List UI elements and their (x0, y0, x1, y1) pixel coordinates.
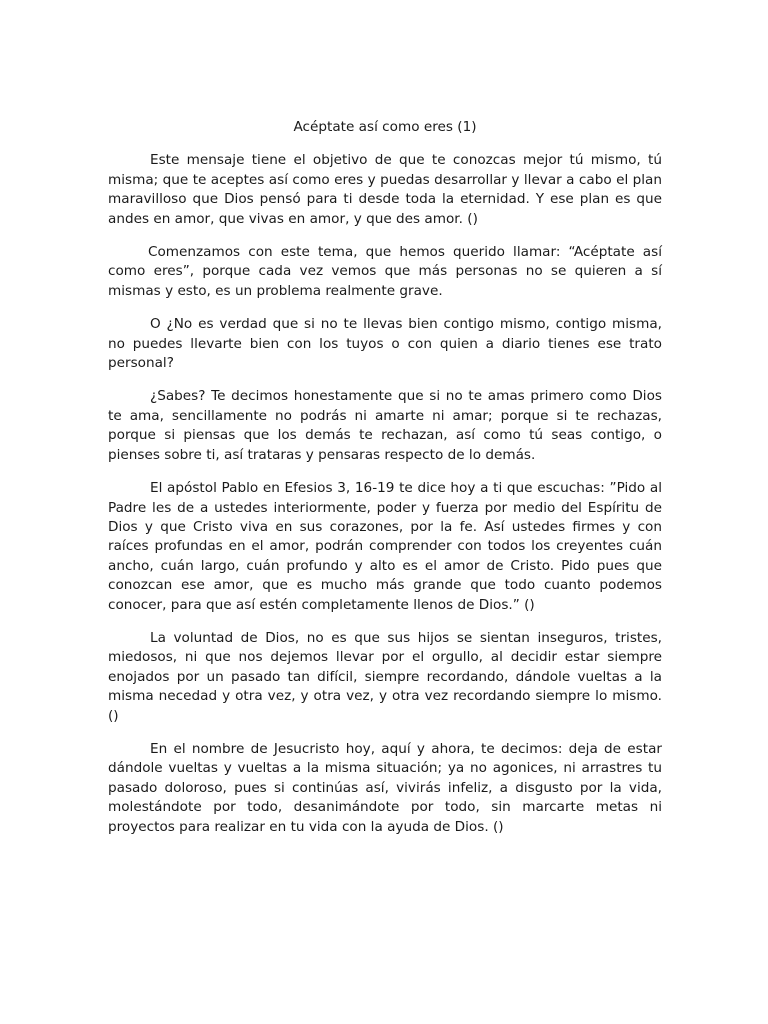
paragraph-4: ¿Sabes? Te decimos honestamente que si no te amas primero como Dios te ama, sencillamente no podrás ni amarte ni amar; porque si te rechazas, porque si piensas que los demás te rechazan, así como tú seas contigo, o pienses sobre ti, así trataras y pensaras respecto de lo demás. (108, 388, 662, 463)
paragraph-3: O ¿No es verdad que si no te llevas bien contigo mismo, contigo misma, no puedes llevarte bien con los tuyos o con quien a diario tienes ese trato personal? (108, 316, 662, 372)
document-title: Acéptate así como eres (1) (293, 119, 477, 135)
paragraph-6: La voluntad de Dios, no es que sus hijos se sientan inseguros, tristes, miedosos, ni que nos dejemos llevar por el orgullo, al decidir estar siempre enojados por un pasado tan difícil, siempre recordando, dándole vueltas a la misma necedad y otra vez, y otra vez, y otra vez recordando siempre lo mismo. () (108, 629, 662, 724)
paragraph-5: El apóstol Pablo en Efesios 3, 16-19 te dice hoy a ti que escuchas: ”Pido al Padre les de a ustedes interiormente, poder y fuerza por medio del Espíritu de Dios y que Cristo viva en sus corazones, por la fe. Así ustedes firmes y con raíces profundas en el amor, podrán comprender con todos los creyentes cuán ancho, cuán largo, cuán profundo y alto es el amor de Cristo. Pido pues que conozcan ese amor, que es mucho más grande que todo cuanto podemos conocer, para que así estén completamente llenos de Dios.” () (108, 480, 662, 613)
document-page (108, 118, 662, 851)
paragraph-1: Este mensaje tiene el objetivo de que te conozcas mejor tú mismo, tú misma; que te aceptes así como eres y puedas desarrollar y llevar a cabo el plan maravilloso que Dios pensó para ti desde toda la eternidad. Y ese plan es que andes en amor, que vivas en amor, y que des amor. () (108, 152, 662, 227)
paragraph-2: Comenzamos con este tema, que hemos querido llamar: “Acéptate así como eres”, porque cada vez vemos que más personas no se quieren a sí mismas y esto, es un problema realmente grave. (108, 244, 662, 299)
paragraph-7: En el nombre de Jesucristo hoy, aquí y ahora, te decimos: deja de estar dándole vueltas y vueltas a la misma situación; ya no agonices, ni arrastres tu pasado doloroso, pues si continúas así, vivirás infeliz, a disgusto por la vida, molestándote por todo, desanimándote por todo, sin marcarte metas ni proyectos para realizar en tu vida con la ayuda de Dios. () (108, 740, 662, 835)
